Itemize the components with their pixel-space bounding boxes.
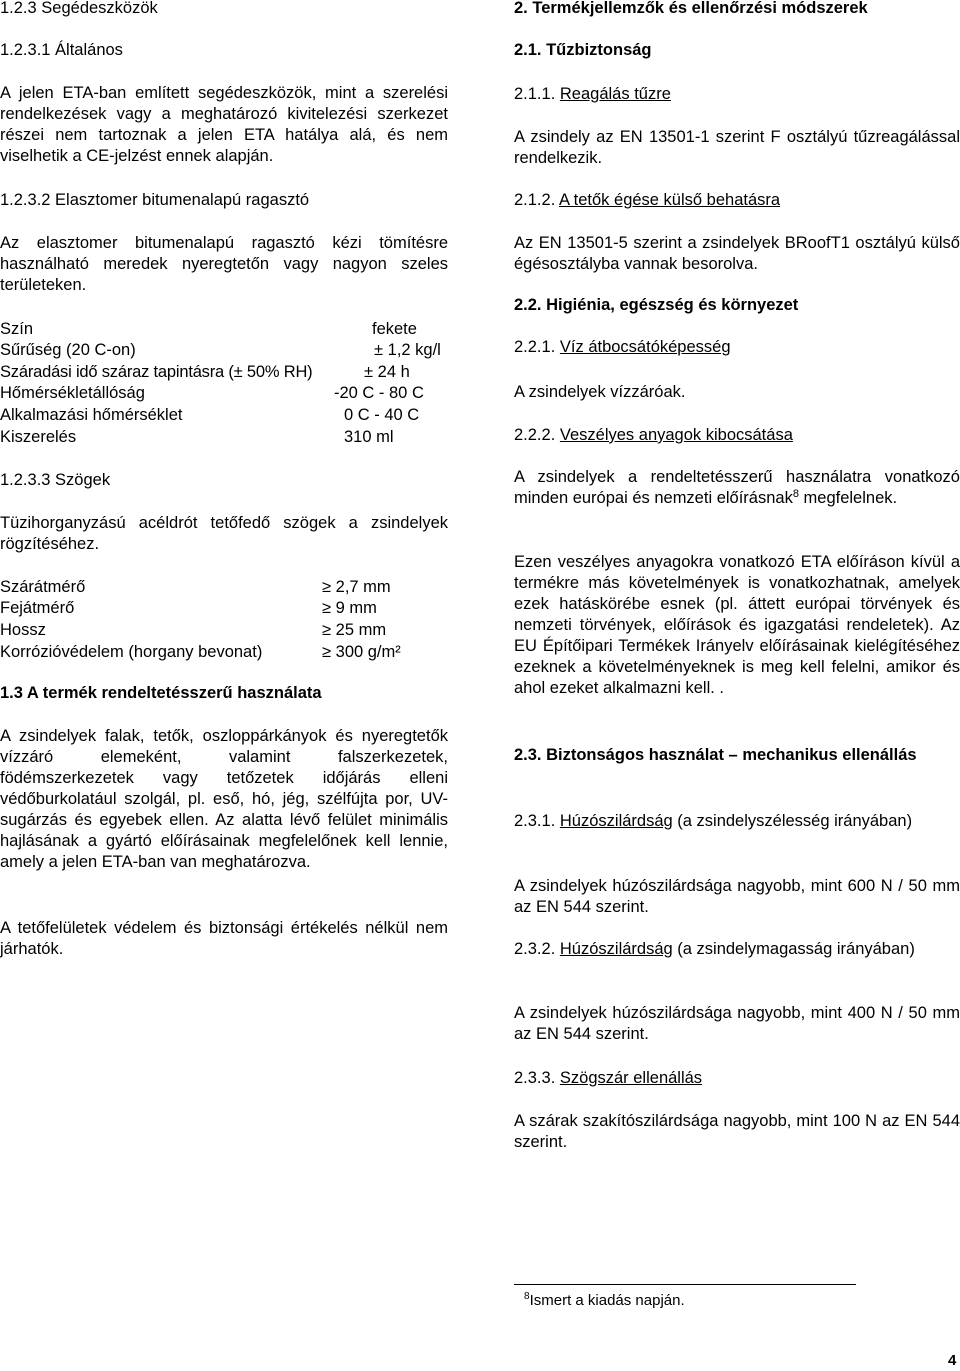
- section-heading-2-1-2: [514, 190, 960, 211]
- section-heading-2: 2. Termékjellemzők és ellenőrzési módszerek: [514, 0, 868, 17]
- paragraph-tensile-width: A zsindelyek húzószilárdsága nagyobb, mint 600 N / 50 mm az EN 544 szerint.: [514, 877, 960, 916]
- paragraph-text: A zsindelyek a rendeltetésszerű használatra vonatkozó minden európai és nemzeti előírásnak: [514, 468, 960, 507]
- property-label: Korrózióvédelem (horgany bevonat): [0, 643, 263, 661]
- footnote-mark: 8: [524, 1291, 530, 1302]
- section-number: 2.1.2.: [514, 191, 556, 209]
- property-value: 310 ml: [344, 428, 394, 446]
- property-value: ± 24 h: [364, 363, 410, 381]
- paragraph-tensile-height: A zsindelyek húzószilárdsága nagyobb, mint 400 N / 50 mm az EN 544 szerint.: [514, 1004, 960, 1043]
- paragraph-watertightness: A zsindelyek vízzáróak.: [514, 383, 686, 401]
- footnote-text: Ismert a kiadás napján.: [529, 1292, 685, 1309]
- property-value: ≥ 2,7 mm: [322, 578, 391, 596]
- footnote-divider: [514, 1284, 856, 1285]
- section-heading-1-2-3-3: 1.2.3.3 Szögek: [0, 471, 111, 489]
- section-heading-1-2-3-1: 1.2.3.1 Általános: [0, 41, 123, 59]
- paragraph-eta-requirements: Ezen veszélyes anyagokra vonatkozó ETA előíráson kívül a termékre más követelmények is vonatkozhatnak, amelyek ezek hatáskörébe esnek (pl. áttett európai törvények és nemzeti törvények, előírások és igazgatási rendeletek). Az EU Építőipari Termékek Irányelv előírásainak kielégítéséhez ezeknek a követelményeknek is meg kell felelni, amikor és ahol ezeket alkalmazni kell. .: [514, 553, 960, 697]
- property-row: [0, 405, 448, 426]
- property-row: [0, 340, 448, 361]
- section-number: 2.2.2.: [514, 426, 556, 444]
- property-label: Száradási idő száraz tapintásra (± 50% RH): [0, 363, 313, 381]
- property-label: Kiszerelés: [0, 428, 77, 446]
- property-row: [0, 427, 448, 448]
- paragraph-intended-use: A zsindelyek falak, tetők, oszloppárkányok és nyeregtetők vízzáró elemeként, valamint falszerkezetek, födémszerkezetek vagy tetőzetek időjárás elleni védőburkolatául szolgál, pl. eső, hó, jég, szélfújta por, UV-sugárzás és egyebek ellen. Az alatta lévő felület minimális hajlásának a gyártó előírásainak megfelelőnek kell lennie, amely a jelen ETA-ban van meghatározva.: [0, 727, 448, 871]
- section-heading-1-2-3: 1.2.3 Segédeszközök: [0, 0, 158, 17]
- section-heading-2-3-1: [514, 811, 960, 832]
- section-heading-1-2-3-2: 1.2.3.2 Elasztomer bitumenalapú ragasztó: [0, 191, 310, 209]
- property-label: Szín: [0, 320, 34, 338]
- paragraph-text: megfelelnek.: [798, 489, 898, 507]
- section-heading-2-3: 2.3. Biztonságos használat – mechanikus ellenállás: [514, 746, 917, 764]
- section-heading-2-1-1: [514, 84, 960, 105]
- section-title: Reagálás tűzre: [559, 85, 671, 103]
- property-value: fekete: [372, 320, 417, 338]
- property-label: Sűrűség (20 C-on): [0, 341, 136, 359]
- property-row: [0, 383, 448, 404]
- property-row: [0, 319, 448, 340]
- section-title: Szögszár ellenállás: [559, 1069, 703, 1087]
- property-row: [0, 620, 448, 641]
- section-title: Húzószilárdság: [559, 940, 673, 958]
- paragraph-external-fire: Az EN 13501-5 szerint a zsindelyek BRoofT1 osztályú külső égésosztályba vannak besorolva.: [514, 234, 960, 273]
- property-label: Hossz: [0, 621, 46, 639]
- property-value: ± 1,2 kg/l: [374, 341, 441, 359]
- property-value: ≥ 300 g/m²: [322, 643, 401, 661]
- paragraph-roof-access: A tetőfelületek védelem és biztonsági értékelés nélkül nem járhatók.: [0, 919, 448, 958]
- section-title: A tetők égése külső behatásra: [558, 191, 781, 209]
- property-value: 0 C - 40 C: [344, 406, 420, 424]
- property-label: Fejátmérő: [0, 599, 75, 617]
- section-number: 2.3.3.: [514, 1069, 556, 1087]
- section-number: 2.2.1.: [514, 338, 556, 356]
- paragraph-general: A jelen ETA-ban említett segédeszközök, mint a szerelési rendelkezések vagy a meghatározó kivitelezési szerkezet részei nem tartoznak a jelen ETA hatálya alá, és nem viselhetik a CE-jelzést ennek alapján.: [0, 84, 448, 165]
- section-heading-2-1: 2.1. Tűzbiztonság: [514, 41, 652, 59]
- property-label: Hőmérsékletállóság: [0, 384, 145, 402]
- section-title-rest: (a zsindelyszélesség irányában): [672, 812, 913, 830]
- paragraph-adhesive: Az elasztomer bitumenalapú ragasztó kézi tömítésre használható meredek nyeregtetőn vagy nagyon szeles területeken.: [0, 234, 448, 294]
- property-value: ≥ 25 mm: [322, 621, 387, 639]
- property-row: [0, 642, 448, 663]
- section-number: 2.3.1.: [514, 812, 556, 830]
- section-title-rest: (a zsindelymagasság irányában): [672, 940, 915, 958]
- section-number: 2.1.1.: [514, 85, 556, 103]
- property-row: [0, 577, 448, 598]
- section-heading-2-2-1: [514, 337, 960, 358]
- section-heading-2-2: 2.2. Higiénia, egészség és környezet: [514, 296, 799, 314]
- property-label: Alkalmazási hőmérséklet: [0, 406, 183, 424]
- section-heading-1-3: 1.3 A termék rendeltetésszerű használata: [0, 684, 322, 702]
- section-title: Veszélyes anyagok kibocsátása: [559, 426, 793, 444]
- section-heading-2-2-2: [514, 425, 960, 446]
- footnote-ref: 8: [792, 488, 799, 500]
- paragraph-reaction-to-fire: A zsindely az EN 13501-1 szerint F osztályú tűzreagálással rendelkezik.: [514, 128, 960, 167]
- page-number: 4: [948, 1352, 957, 1369]
- section-heading-2-3-3: [514, 1068, 960, 1089]
- property-value: ≥ 9 mm: [322, 599, 377, 617]
- section-title: Víz átbocsátóképesség: [559, 338, 731, 356]
- property-row: [0, 362, 448, 383]
- property-row: [0, 598, 448, 619]
- footnote: [524, 1290, 685, 1311]
- section-title: Húzószilárdság: [559, 812, 673, 830]
- section-heading-2-3-2: [514, 939, 960, 960]
- paragraph-dangerous-substances: [514, 467, 960, 509]
- section-number: 2.3.2.: [514, 940, 556, 958]
- property-value: -20 C - 80 C: [334, 384, 424, 402]
- paragraph-nails: Tüzihorganyzású acéldrót tetőfedő szögek a zsindelyek rögzítéséhez.: [0, 514, 448, 553]
- property-label: Szárátmérő: [0, 578, 86, 596]
- paragraph-nail-shank: A szárak szakítószilárdsága nagyobb, mint 100 N az EN 544 szerint.: [514, 1112, 960, 1151]
